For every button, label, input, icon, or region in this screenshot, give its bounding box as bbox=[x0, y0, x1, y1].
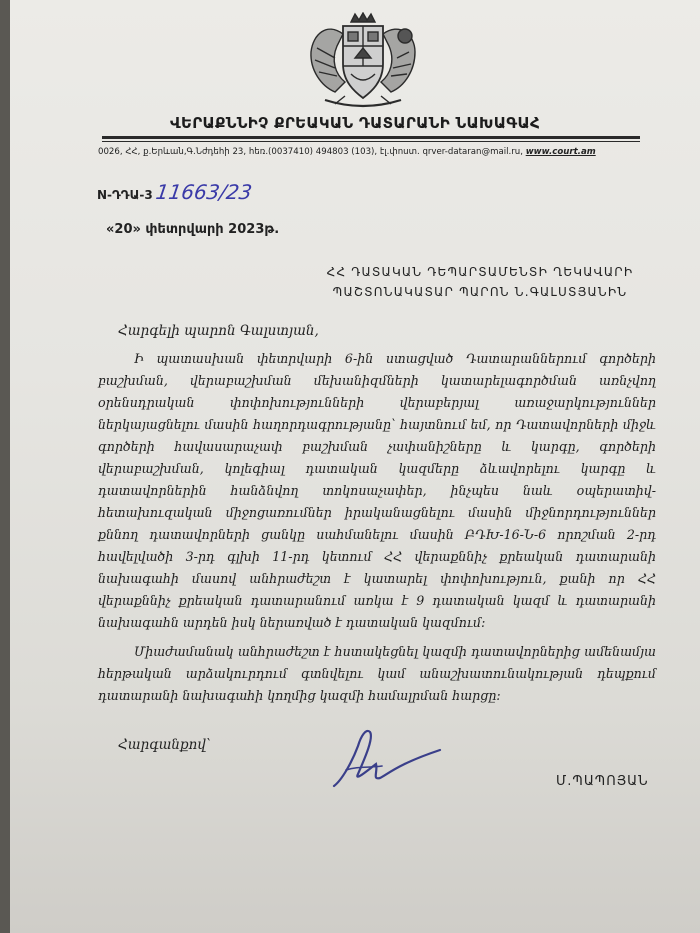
handwritten-signature bbox=[328, 720, 448, 795]
closing-phrase: Հարգանքով՝ bbox=[118, 737, 211, 753]
recipient-line-1: ՀՀ ԴԱՏԱԿԱՆ ԴԵՊԱՐՏԱՄԵՆՏԻ ՂԵԿԱՎԱՐԻ bbox=[326, 265, 634, 279]
reference-number-handwritten: 11663/23 bbox=[154, 180, 254, 204]
body-paragraph-1: Ի պատասխան փետրվարի 6-ին ստացված Դատարաններում գործերի բաշխման, վերաբաշխման մեխանիզմների կատարելագործման առնչվող օրենսդրական փոփոխությունների վերաբերյալ առաջարկություններ ներկայացնելու մասին հաղորդագրությանը՝ հայտնում եմ, որ Դատավորների միջև գործերի հավասարաչափ բաշխման չափանիշները և կարգը, գործերի վերաբաշխման, կոլեգիալ դատական կազմերը ձևավորելու կարգը և դատավորներին հանձնվող տոկոսաչափեր, ինչպես նաև օպերատիվ-հետախուզական միջոցառումներ իրականացնելու մասին միջնորդություններ քննող դատավորների ցանկը սահմանելու մասին ԲԴԽ-16-Ն-6 որոշման 2-րդ հավելվածի 3-րդ գլխի 11-րդ կետում ՀՀ վերաքննիչ քրեական դատարանի նախագահի մասով անհրաժեշտ է կատարել փոփոխություն, քանի որ ՀՀ վերաքննիչ քրեական դատարանում առկա է 9 դատական կազմ և դատարանի նախագահն արդեն իսկ ներառված է դատական կազմում: bbox=[98, 351, 656, 630]
letterhead-rule-thick bbox=[102, 136, 640, 139]
signer-name: Մ.ՊԱՊՈՅԱՆ bbox=[556, 774, 649, 789]
reference-prefix: N-ԴԴԱ-3 bbox=[97, 188, 153, 202]
salutation: Հարգելի պարոն Գալստյան, bbox=[118, 323, 319, 339]
contact-text: 0026, ՀՀ, ք.Երևան,Գ.Նժդեհի 23, հեռ.(0037410) 494803 (103), էլ.փոստ. qrver-dataran@mail.ru, bbox=[98, 147, 523, 157]
letterhead-rule-thin bbox=[102, 141, 640, 142]
institution-name: ՎԵՐԱՔՆՆԻՉ ՔՐԵԱԿԱՆ ԴԱՏԱՐԱՆԻ ՆԱԽԱԳԱՀ bbox=[169, 114, 541, 132]
armenian-coat-of-arms-icon bbox=[305, 12, 421, 112]
recipient-block bbox=[310, 262, 650, 302]
contact-line bbox=[98, 147, 658, 157]
letter-page bbox=[10, 0, 700, 933]
body-paragraph-2: Միաժամանակ անհրաժեշտ է հստակեցնել կազմի դատավորներից ամենամյա հերթական արձակուրդում գտնվելու կամ անաշխատունակության դեպքում դատարանի նախագահի կողմից կազմի համալրման հարցը: bbox=[98, 644, 656, 703]
letter-date: «20» փետրվարի 2023թ. bbox=[106, 222, 280, 237]
website-link[interactable]: www.court.am bbox=[525, 147, 596, 157]
recipient-line-2: ՊԱՇՏՈՆԱԿԱՏԱՐ ՊԱՐՈՆ Ն.ԳԱԼՍՏՅԱՆԻՆ bbox=[332, 285, 628, 299]
